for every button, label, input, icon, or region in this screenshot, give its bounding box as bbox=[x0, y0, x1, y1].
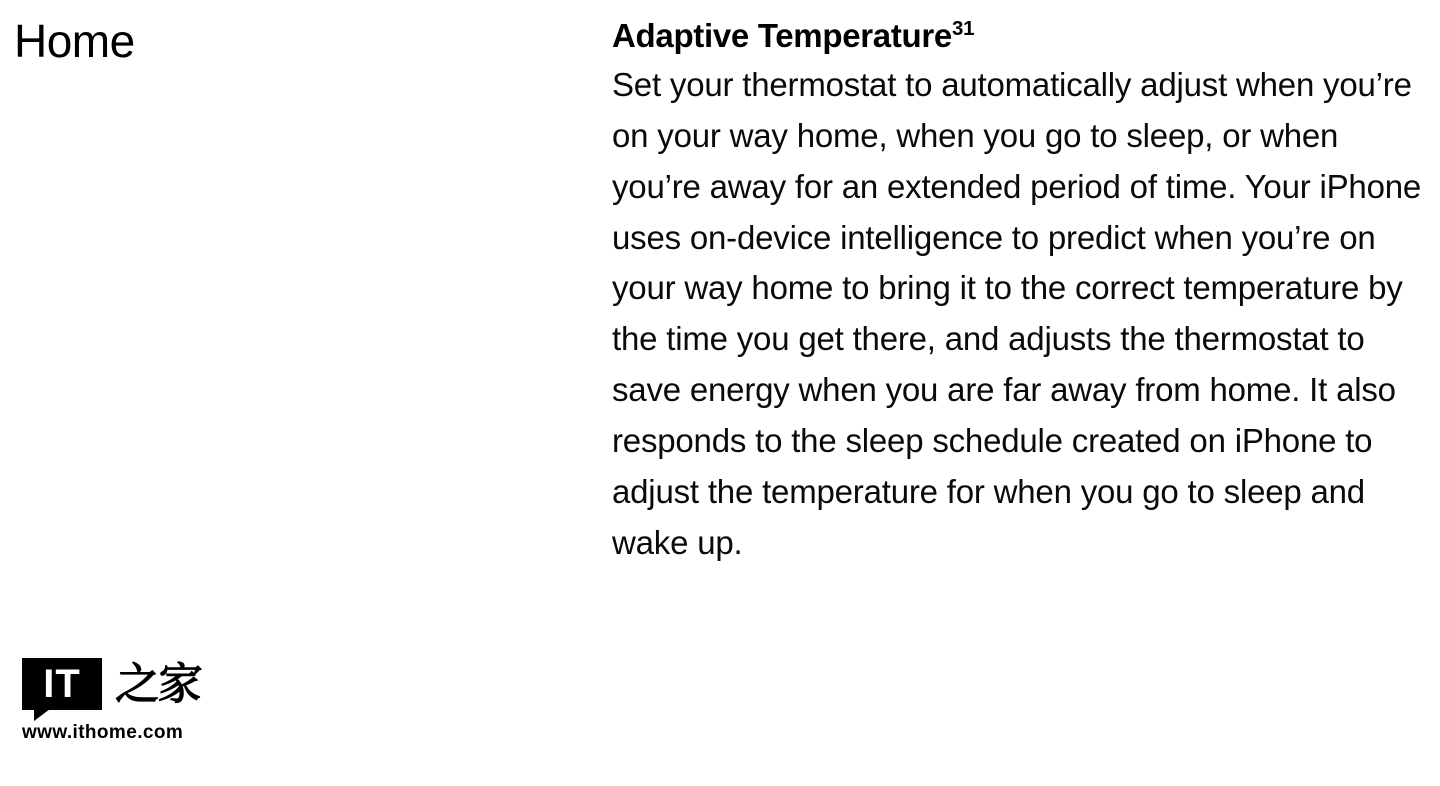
left-column bbox=[0, 0, 600, 786]
ithome-badge-icon: IT bbox=[22, 658, 102, 710]
watermark-logo bbox=[22, 648, 252, 744]
ithome-cjk-logo: 之家 bbox=[114, 659, 202, 710]
watermark-url: www.ithome.com bbox=[22, 722, 184, 743]
feature-footnote-marker: 31 bbox=[952, 17, 975, 40]
feature-title-text: Adaptive Temperature bbox=[612, 17, 952, 54]
watermark-logo-row bbox=[22, 648, 252, 710]
page-title: Home bbox=[14, 15, 135, 67]
right-column bbox=[612, 0, 1432, 569]
feature-title bbox=[612, 14, 1432, 58]
feature-description: Set your thermostat to automatically adjust when you’re on your way home, when you go to sleep, or when you’re away for an extended period of time. Your iPhone uses on-device intelligence to predict when you’re on your way home to bring it to the correct temperature by the time you get there, and adjusts the thermostat to save energy when you are far away from home. It also responds to the sleep schedule created on iPhone to adjust the temperature for when you go to sleep and wake up. bbox=[612, 65, 1422, 562]
